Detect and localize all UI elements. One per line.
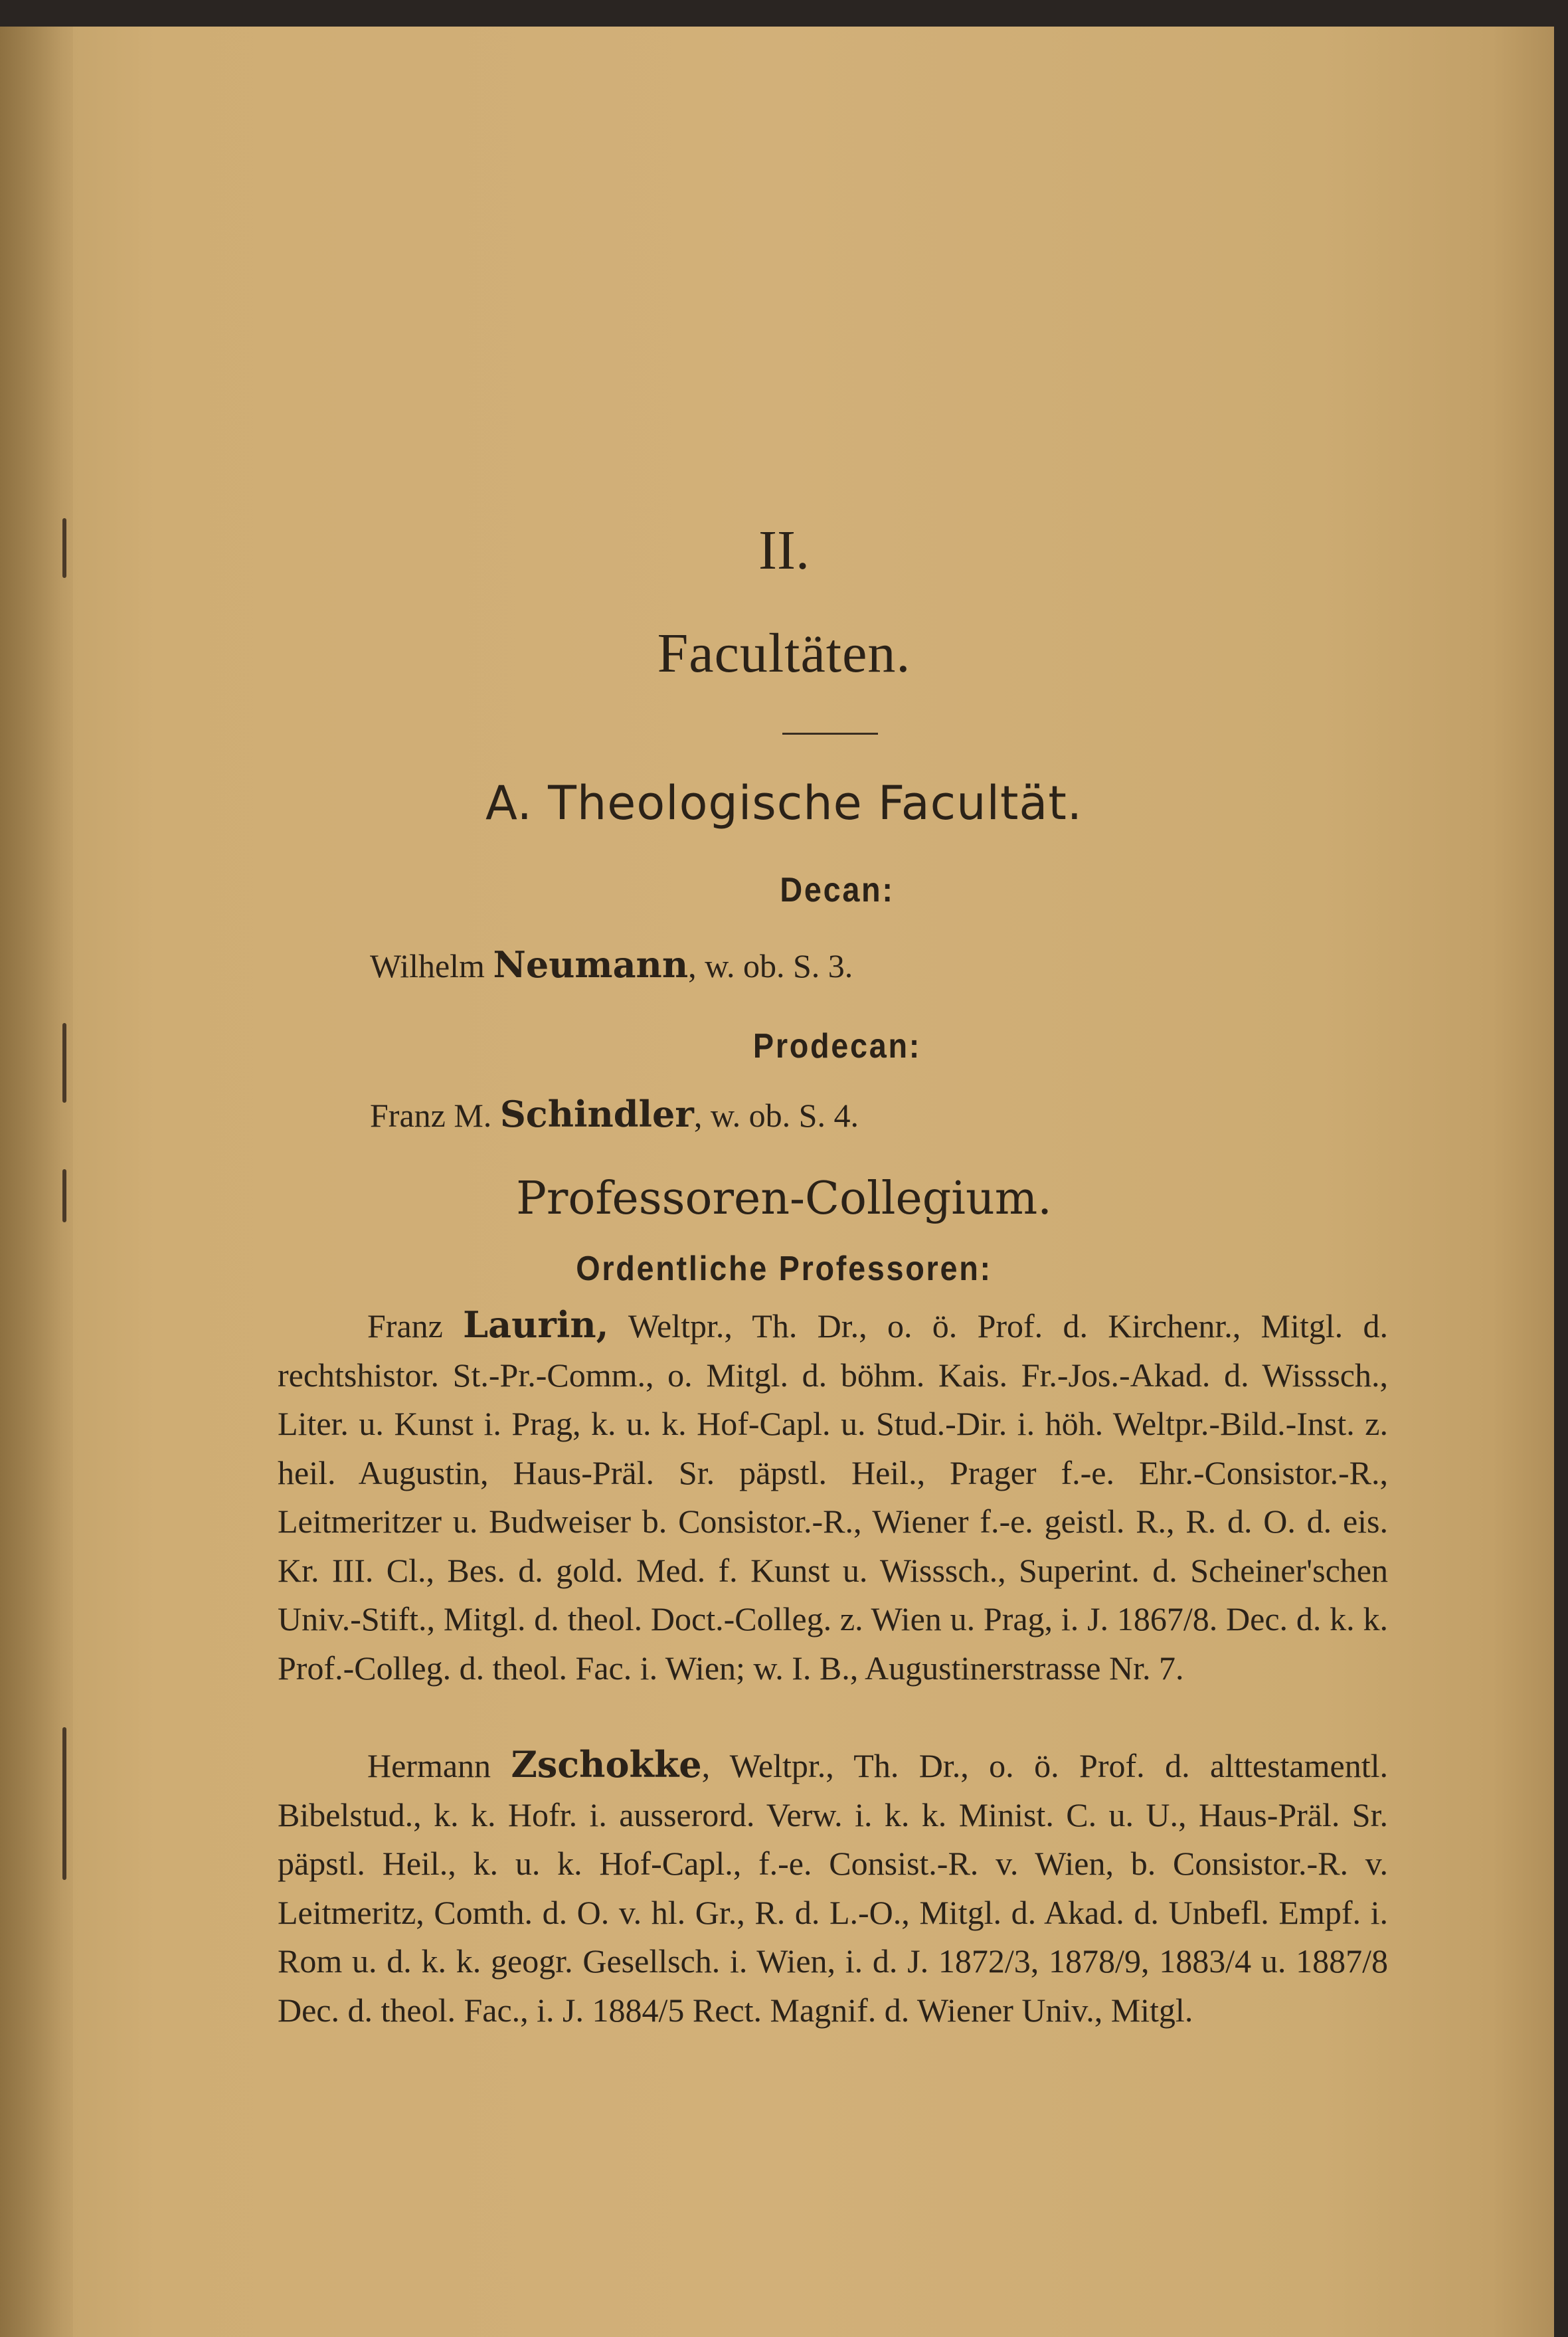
professor-entry: [278, 1301, 1388, 1693]
decan-suffix: , w. ob. S. 3.: [688, 947, 853, 984]
professor-surname: Laurin,: [463, 1303, 609, 1346]
professor-details: Weltpr., Th. Dr., o. ö. Prof. d. Kirchenr., Mitgl. d. rechtshistor. St.-Pr.-Comm., o. Mitgl. d. böhm. Kais. Fr.-Jos.-Akad. d. Wisssch., Liter. u. Kunst i. Prag, k. u. k. Hof-Capl. u. Stud.-Dir. i. höh. Weltpr.-Bild.-Inst. z. heil. Augustin, Haus-Präl. Sr. päpstl. Heil., Prager f.-e. Ehr.-Consistor.-R., Leitmeritzer u. Budweiser b. Consistor.-R., Wiener f.-e. geistl. R., R. d. O. d. eis. Kr. III. Cl., Bes. d. gold. Med. f. Kunst u. Wisssch., Superint. d. Scheiner'schen Univ.-Stift., Mitgl. d. theol. Doct.-Colleg. z. Wien u. Prag, i. J. 1867/8. Dec. d. k. k. Prof.-Colleg. d. theol. Fac. i. Wien; w. I. B., Augustinerstrasse Nr. 7.: [278, 1307, 1388, 1687]
binding-stitch: [62, 1727, 66, 1880]
decan-entry: [370, 943, 853, 986]
section-title: A. Theologische Facultät.: [485, 776, 1083, 830]
professor-first-name: Hermann: [367, 1747, 491, 1784]
collegium-title: Professoren-Collegium.: [516, 1172, 1052, 1225]
chapter-title: Facultäten.: [657, 622, 911, 684]
prodecan-label: Prodecan:: [752, 1027, 922, 1066]
professor-entry: [278, 1740, 1388, 2035]
professor-surname: Zschokke: [511, 1743, 702, 1786]
prodecan-first-name: Franz M.: [370, 1097, 492, 1134]
professor-details: , Weltpr., Th. Dr., o. ö. Prof. d. alttestamentl. Bibelstud., k. k. Hofr. i. ausserord. Verw. i. k. k. Minist. C. u. U., Haus-Präl. Sr. päpstl. Heil., k. u. k. Hof-Capl., f.-e. Consist.-R. v. Wien, b. Consistor.-R. v. Leitmeritz, Comth. d. O. v. hl. Gr., R. d. L.-O., Mitgl. d. Akad. d. Unbefl. Empf. i. Rom u. d. k. k. geogr. Gesellsch. i. Wien, i. d. J. 1872/3, 1878/9, 1883/4 u. 1887/8 Dec. d. theol. Fac., i. J. 1884/5 Rect. Magnif. d. Wiener Univ., Mitgl.: [278, 1747, 1388, 2029]
chapter-numeral: II.: [758, 519, 810, 581]
ordinary-professors-label: Ordentliche Professoren:: [576, 1250, 992, 1288]
professor-first-name: Franz: [367, 1307, 443, 1345]
decan-first-name: Wilhelm: [370, 947, 485, 984]
prodecan-surname: Schindler: [499, 1093, 694, 1135]
prodecan-entry: [370, 1093, 859, 1135]
prodecan-suffix: , w. ob. S. 4.: [693, 1097, 859, 1134]
decan-label: Decan:: [780, 871, 895, 909]
binding-stitch: [62, 1023, 66, 1103]
decan-surname: Neumann: [493, 943, 689, 986]
divider-rule: [782, 733, 878, 735]
